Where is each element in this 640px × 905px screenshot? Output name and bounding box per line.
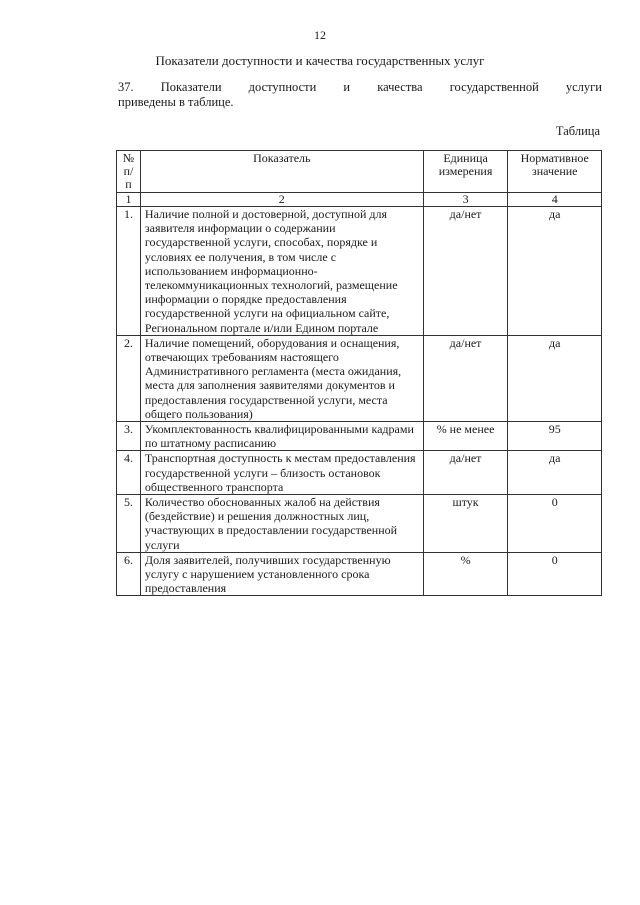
column-numbering-row — [117, 193, 602, 207]
table-row — [117, 552, 602, 596]
unit-of-measure: да/нет — [423, 451, 508, 495]
table-header-row — [117, 151, 602, 193]
header-norm: Нормативное значение — [508, 151, 602, 193]
paragraph-line-2: приведены в таблице. — [118, 95, 234, 109]
unit-of-measure: штук — [423, 495, 508, 553]
table-row — [117, 207, 602, 336]
header-unit: Единица измерения — [423, 151, 508, 193]
page-number: 12 — [314, 28, 326, 42]
indicator-name: Укомплектованность квалифицированными кадрами по штатному расписанию — [140, 422, 423, 451]
normative-value: да — [508, 335, 602, 421]
indicator-name: Наличие помещений, оборудования и оснащения, отвечающих требованиям настоящего Административного регламента (места ожидания, места для заполнения заявителями документов и предоставления государственной услуги, места общего пользования) — [140, 335, 423, 421]
row-number: 6. — [117, 552, 141, 596]
header-num: № п/п — [117, 151, 141, 193]
indicator-name: Транспортная доступность к местам предоставления государственной услуги – близость остановок общественного транспорта — [140, 451, 423, 495]
table-row — [117, 495, 602, 553]
indicators-table — [116, 150, 602, 596]
section-title: Показатели доступности и качества государственных услуг — [155, 53, 485, 68]
unit-of-measure: да/нет — [423, 335, 508, 421]
column-number: 1 — [117, 193, 141, 207]
table-row — [117, 451, 602, 495]
indicator-name: Количество обоснованных жалоб на действия (бездействие) и решения должностных лиц, участвующих в предоставлении государственной услуги — [140, 495, 423, 553]
unit-of-measure: да/нет — [423, 207, 508, 336]
normative-value: 0 — [508, 552, 602, 596]
normative-value: 0 — [508, 495, 602, 553]
column-number: 4 — [508, 193, 602, 207]
normative-value: да — [508, 207, 602, 336]
paragraph-line-1: 37. Показатели доступности и качества государственной услуги — [118, 80, 602, 94]
row-number: 2. — [117, 335, 141, 421]
unit-of-measure: % — [423, 552, 508, 596]
indicator-name: Наличие полной и достоверной, доступной для заявителя информации о содержании государственной услуги, способах, порядке и условиях ее получения, в том числе с использованием информационно-телекоммуникационных технологий, размещение информации о порядке предоставления государственной услуги на официальном сайте, Региональном портале и/или Едином портале — [140, 207, 423, 336]
row-number: 4. — [117, 451, 141, 495]
table-row — [117, 422, 602, 451]
table-caption: Таблица — [555, 124, 600, 138]
column-number: 3 — [423, 193, 508, 207]
row-number: 3. — [117, 422, 141, 451]
table-row — [117, 335, 602, 421]
unit-of-measure: % не менее — [423, 422, 508, 451]
normative-value: 95 — [508, 422, 602, 451]
normative-value: да — [508, 451, 602, 495]
column-number: 2 — [140, 193, 423, 207]
header-indicator: Показатель — [140, 151, 423, 193]
row-number: 1. — [117, 207, 141, 336]
row-number: 5. — [117, 495, 141, 553]
indicator-name: Доля заявителей, получивших государственную услугу с нарушением установленного срока предоставления — [140, 552, 423, 596]
